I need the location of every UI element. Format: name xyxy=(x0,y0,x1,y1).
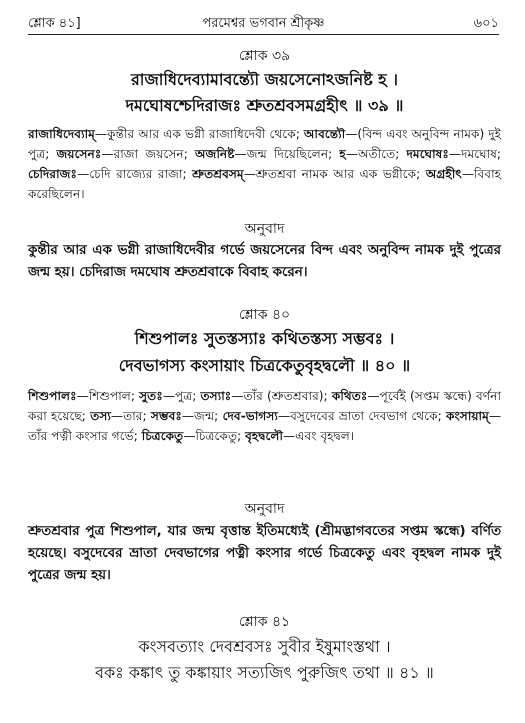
synonym-meaning: এবং বৃহদ্বল। xyxy=(295,429,355,443)
verse-39-line-1: রাজাধিদেব্যামাবন্ত্যৌ জয়সেনোঽজনিষ্ট হ । xyxy=(131,70,398,89)
synonym-word: সুতঃ xyxy=(139,389,163,403)
synonym-meaning: (বিন্দ এবং অনুবিন্দ নামক) দুই পুত্র; xyxy=(28,127,502,161)
synonym-meaning: শ্রুতশ্রবা নামক আর এক ভগ্নীকে; xyxy=(255,167,421,181)
verse-40-line-2: দেবভাগস্য কংসায়াং চিত্রকেতুবৃহদ্বলৌ ॥ ৪০ ॥ xyxy=(118,356,411,375)
verse-39-translation: কুন্তীর আর এক ভগ্নী রাজাধিদেবীর গর্ভে জয়সেনের বিন্দ এবং অনুবিন্দ নামক দুই পুত্রের জন্ম হয়। চেদিরাজ দমঘোষ শ্রুতশ্রবাকে বিবাহ করেন। xyxy=(28,243,501,280)
verse-40-translation-title: অনুবাদ xyxy=(244,501,285,517)
synonym-meaning: বসুদেবের ভ্রাতা দেবভাগ থেকে; xyxy=(290,409,442,423)
verse-41-line-1: কংসবত্যাং দেবশ্রবসঃ সুবীর ইষুমাংস্তথা । xyxy=(138,637,391,656)
synonym-meaning: রাজা জয়সেন; xyxy=(113,147,188,161)
synonym-meaning: চিত্রকেতু; xyxy=(195,429,242,443)
synonym-word: রাজাধিদেব্যাম্ xyxy=(28,127,95,141)
synonym-meaning: জন্ম দিয়েছিলেন; xyxy=(246,147,333,161)
synonym-meaning: তাঁর পত্নী কংসার গর্ভে; xyxy=(28,429,138,443)
synonym-word: তস্যাঃ xyxy=(200,389,232,403)
synonym-word: হ xyxy=(339,147,346,161)
verse-39-translation-title: অনুবাদ xyxy=(244,221,285,237)
synonym-word: তস্য xyxy=(90,409,111,423)
synonym-word: চেদিরাজঃ xyxy=(28,167,78,181)
synonym-meaning: পূর্বেই (সপ্তম স্কন্ধে) বর্ণনা করা হয়েছে; xyxy=(28,389,501,423)
header-verse-ref: শ্লোক ৪১] xyxy=(28,16,81,31)
verse-39-line-2: দমঘোষশ্চেদিরাজঃ শ্রুতশ্রবসমগ্রহীৎ ॥ ৩৯ ॥ xyxy=(125,96,404,115)
synonym-word: শিশুপালঃ xyxy=(28,389,77,403)
synonym-word: দেব-ভাগস্য xyxy=(222,409,278,423)
verse-41-title: শ্লোক ৪১ xyxy=(238,614,291,630)
synonym-meaning: জন্ম; xyxy=(194,409,219,423)
header-title: পরমেশ্বর ভগবান শ্রীকৃষ্ণ xyxy=(202,16,325,31)
synonym-meaning: পুত্র; xyxy=(175,389,197,403)
synonym-word: শ্রুতশ্রবসম্ xyxy=(192,167,244,181)
verse-39-synonyms: রাজাধিদেব্যাম্—কুন্তীর আর এক ভগ্নী রাজাধিদেবী থেকে; আবন্ত্যৌ—(বিন্দ এবং অনুবিন্দ নামক) দুই পুত্র; জয়সেনঃ—রাজা জয়সেন; অজনিষ্ট—জন্ম দিয়েছিলেন; হ—অতীতে; দমঘোষঃ—দমঘোষ; চেদিরাজঃ—চেদি রাজ্যের রাজা; শ্রুতশ্রবসম্—শ্রুতশ্রবা নামক আর এক ভগ্নীকে; অগ্রহীৎ—বিবাহ করেছিলেন। xyxy=(28,127,502,201)
synonym-word: জয়সেনঃ xyxy=(56,147,102,161)
synonym-meaning: বিবাহ করেছিলেন। xyxy=(28,167,502,201)
synonym-word: বৃহদ্বলৌ xyxy=(245,429,283,443)
synonym-meaning: দমঘোষ; xyxy=(461,147,502,161)
synonym-word: অগ্রহীৎ xyxy=(425,167,462,181)
synonym-word: দমঘোষঃ xyxy=(406,147,449,161)
synonym-word: কথিতঃ xyxy=(331,389,368,403)
page-header xyxy=(28,14,499,34)
verse-39-title: শ্লোক ৩৯ xyxy=(238,48,291,64)
synonym-meaning: কুন্তীর আর এক ভগ্নী রাজাধিদেবী থেকে; xyxy=(107,127,300,141)
verse-41-line-2: বকঃ কঙ্কাৎ তু কঙ্কায়াং সত্যজিৎ পুরুজিৎ তথা ॥ ৪১ ॥ xyxy=(95,663,434,682)
synonym-meaning: চেদি রাজ্যের রাজা; xyxy=(89,167,187,181)
verse-40-translation: শ্রুতশ্রবার পুত্র শিশুপাল, যার জন্ম বৃত্তান্ত ইতিমধ্যেই (শ্রীমদ্ভাগবতের সপ্তম স্কন্ধে) বর্ণিত হয়েছে। বসুদেবের ভ্রাতা দেবভাগের পত্নী কংসার গর্ভে চিত্রকেতু এবং বৃহদ্বল নামক দুই পুত্রের জন্ম হয়। xyxy=(28,524,501,583)
synonym-meaning: অতীতে; xyxy=(358,147,400,161)
synonym-word: চিত্রকেতু xyxy=(141,429,184,443)
synonym-word: অজনিষ্ট xyxy=(194,147,235,161)
verse-40-synonyms: শিশুপালঃ—শিশুপাল; সুতঃ—পুত্র; তস্যাঃ—তাঁর (শ্রুতশ্রবার); কথিতঃ—পূর্বেই (সপ্তম স্কন্ধে) বর্ণনা করা হয়েছে; তস্য—তার; সম্ভবঃ—জন্ম; দেব-ভাগস্য—বসুদেবের ভ্রাতা দেবভাগ থেকে; কংসায়াম্—তাঁর পত্নী কংসার গর্ভে; চিত্রকেতু—চিত্রকেতু; বৃহদ্বলৌ—এবং বৃহদ্বল। xyxy=(28,389,502,443)
synonym-meaning: শিশুপাল; xyxy=(88,389,135,403)
synonym-word: কংসায়াম্ xyxy=(446,409,489,423)
synonym-meaning: তাঁর (শ্রুতশ্রবার); xyxy=(243,389,328,403)
verse-40-title: শ্লোক ৪০ xyxy=(238,307,291,323)
synonym-word: আবন্ত্যৌ xyxy=(303,127,346,141)
verse-40-line-1: শিশুপালঃ সুতস্তস্যাঃ কথিতস্তস্য সম্ভবঃ । xyxy=(134,329,395,348)
synonym-meaning: তার; xyxy=(123,409,147,423)
header-rule xyxy=(28,34,499,35)
synonym-word: সম্ভবঃ xyxy=(150,409,182,423)
page-number: ৬০১ xyxy=(473,16,499,31)
